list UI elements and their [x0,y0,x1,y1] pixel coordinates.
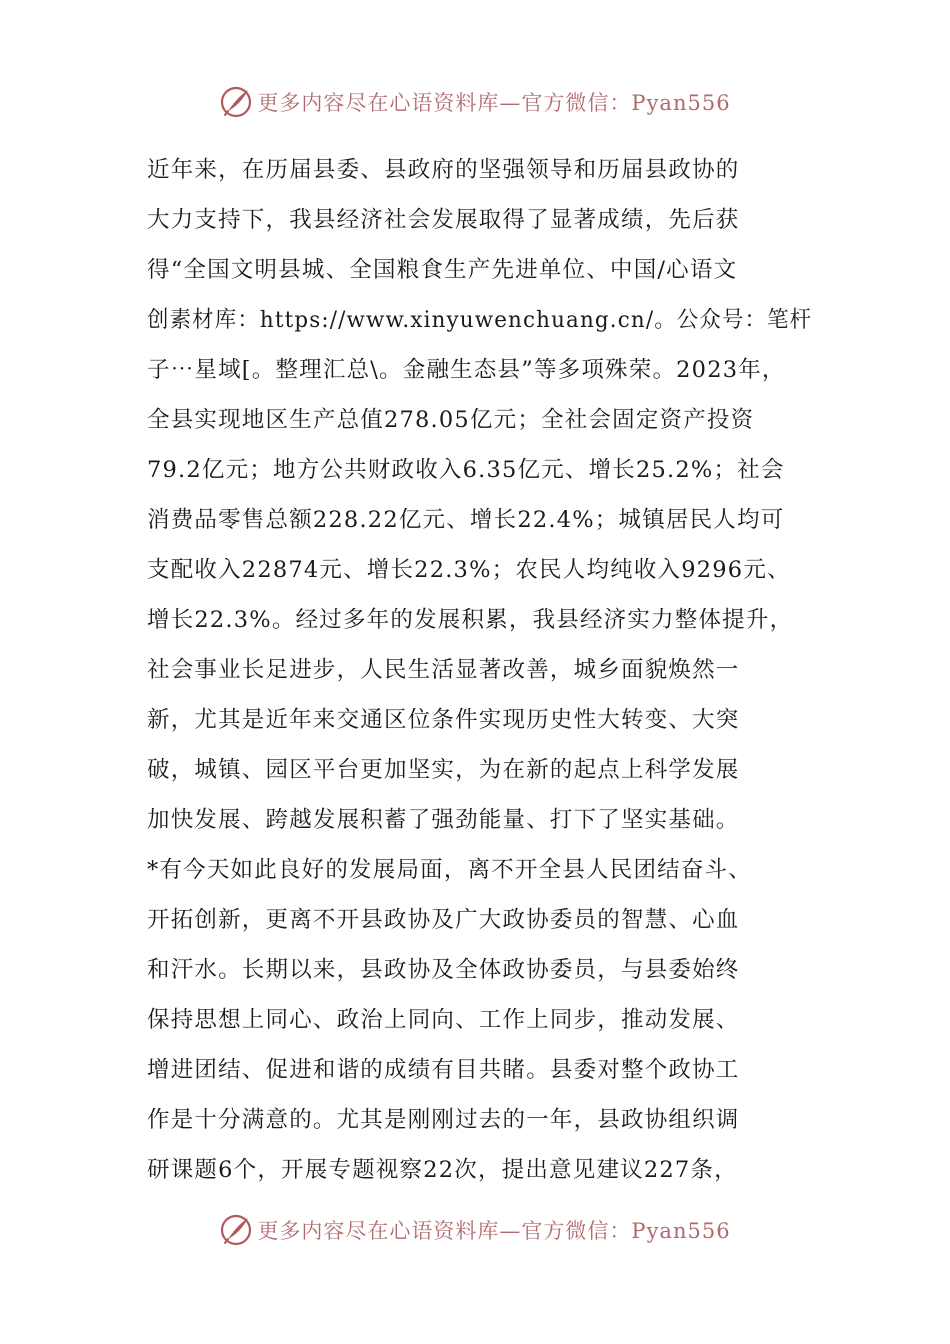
paragraph-line: 79.2亿元；地方公共财政收入6.35亿元、增长25.2%；社会 [147,457,785,483]
paragraph-line: 加快发展、跨越发展积蓄了强劲能量、打下了坚实基础。 [147,807,740,833]
footer-watermark-banner [0,1210,950,1250]
paragraph-line: 全县实现地区生产总值278.05亿元；全社会固定资产投资 [147,407,755,433]
quill-pen-logo-icon [219,85,253,119]
paragraph-line: 和汗水。长期以来，县政协及全体政协委员，与县委始终 [147,957,740,983]
paragraph-line: 增长22.3%。经过多年的发展积累，我县经济实力整体提升， [147,607,794,633]
header-watermark-banner [0,82,950,122]
watermark-text: 更多内容尽在心语资料库—官方微信：Pyan556 [257,1219,731,1243]
paragraph-line: 消费品零售总额228.22亿元、增长22.4%；城镇居民人均可 [147,507,785,533]
paragraph-line: 开拓创新，更离不开县政协及广大政协委员的智慧、心血 [147,907,740,933]
paragraph-line: 大力支持下，我县经济社会发展取得了显著成绩，先后获 [147,207,740,233]
paragraph-line: 研课题6个，开展专题视察22次，提出意见建议227条， [147,1157,738,1183]
paragraph-line: 新，尤其是近年来交通区位条件实现历史性大转变、大突 [147,707,740,733]
paragraph-line: 创素材库：https://www.xinyuwenchuang.cn/。公众号：笔杆 [147,307,813,333]
watermark-text: 更多内容尽在心语资料库—官方微信：Pyan556 [257,91,731,115]
quill-pen-logo-icon [219,1213,253,1247]
paragraph-line: *有今天如此良好的发展局面，离不开全县人民团结奋斗、 [147,857,752,883]
paragraph-line: 支配收入22874元、增长22.3%；农民人均纯收入9296元、 [147,557,791,583]
paragraph-line: 增进团结、促进和谐的成绩有目共睹。县委对整个政协工 [147,1057,740,1083]
paragraph-line: 保持思想上同心、政治上同向、工作上同步，推动发展、 [147,1007,740,1033]
document-body [147,145,812,1195]
paragraph-line: 作是十分满意的。尤其是刚刚过去的一年，县政协组织调 [147,1107,740,1133]
paragraph-line: 子⋯星域[。整理汇总\。金融生态县”等多项殊荣。2023年， [147,357,786,383]
paragraph-line: 得“全国文明县城、全国粮食生产先进单位、中国/心语文 [147,257,738,283]
paragraph-line: 破，城镇、园区平台更加坚实，为在新的起点上科学发展 [147,757,740,783]
paragraph-line: 近年来，在历届县委、县政府的坚强领导和历届县政协的 [147,157,740,183]
paragraph-line: 社会事业长足进步，人民生活显著改善，城乡面貌焕然一 [147,657,740,683]
